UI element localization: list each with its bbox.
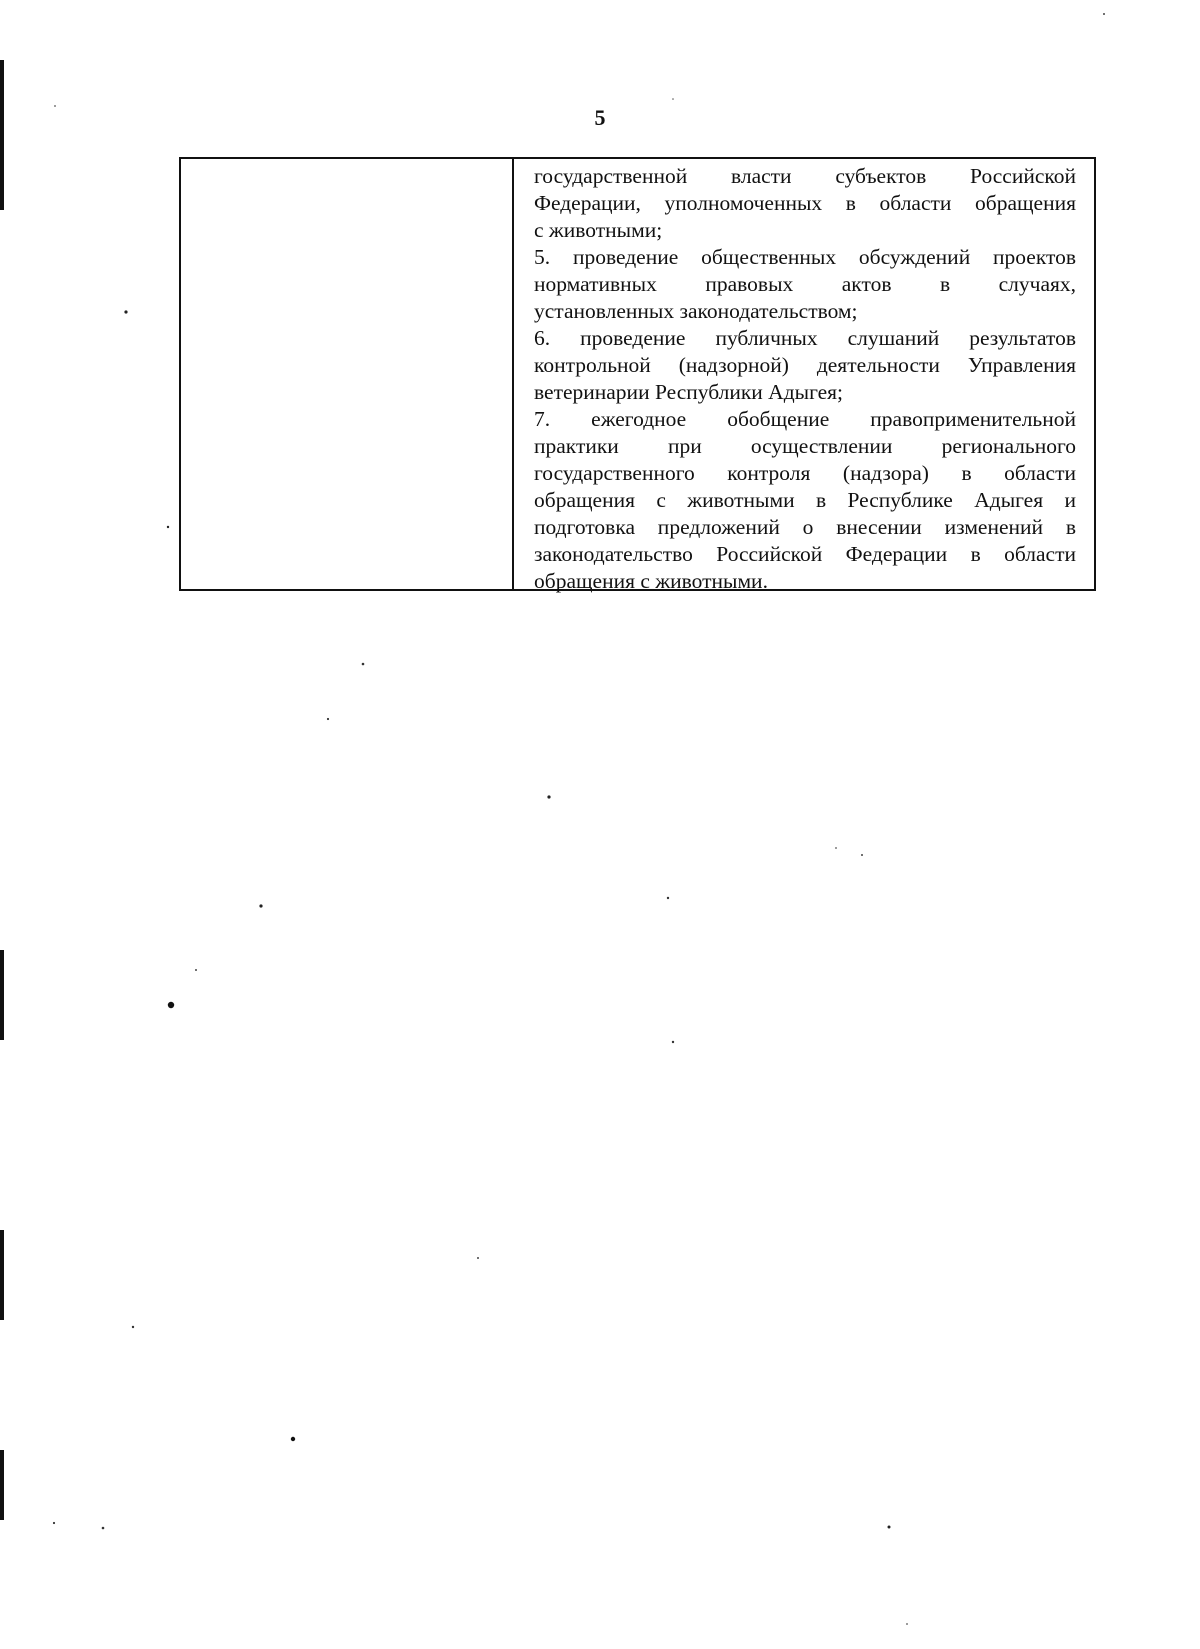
table-text-line: установленных законодательством; (534, 299, 858, 323)
table-text-line: ветеринарии Республики Адыгея; (534, 380, 844, 404)
scan-edge-mark (0, 950, 4, 1040)
scan-edge-mark (0, 1450, 4, 1520)
table-text-line: подготовка предложений о внесении изменений в (534, 515, 1076, 539)
table-text-line: контрольной (надзорной) деятельности Управления (534, 353, 1076, 377)
scan-edge-mark (0, 1230, 4, 1320)
table-cell-right (514, 159, 1094, 593)
scan-edge-mark (0, 60, 4, 210)
table-text-line: 5. проведение общественных обсуждений проектов (534, 245, 1076, 269)
table-text-line: государственного контроля (надзора) в области (534, 461, 1076, 485)
table-text-line: законодательство Российской Федерации в области (534, 542, 1076, 566)
table-cell-left (181, 159, 514, 589)
table-text-line: обращения с животными. (534, 569, 768, 593)
table-text-line: практики при осуществлении регионального (534, 434, 1076, 458)
table-text-line: государственной власти субъектов Российской (534, 164, 1076, 188)
page-number: 5 (594, 105, 606, 130)
table-text-line: 7. ежегодное обобщение правоприменительной (534, 407, 1076, 431)
table-text-line: нормативных правовых актов в случаях, (534, 272, 1076, 296)
table-text-line: 6. проведение публичных слушаний результатов (534, 326, 1076, 350)
table-text-line: Федерации, уполномоченных в области обращения (534, 191, 1076, 215)
document-table (179, 157, 1096, 591)
table-text-line: с животными; (534, 218, 663, 242)
table-text-line: обращения с животными в Республике Адыгея и (534, 488, 1076, 512)
